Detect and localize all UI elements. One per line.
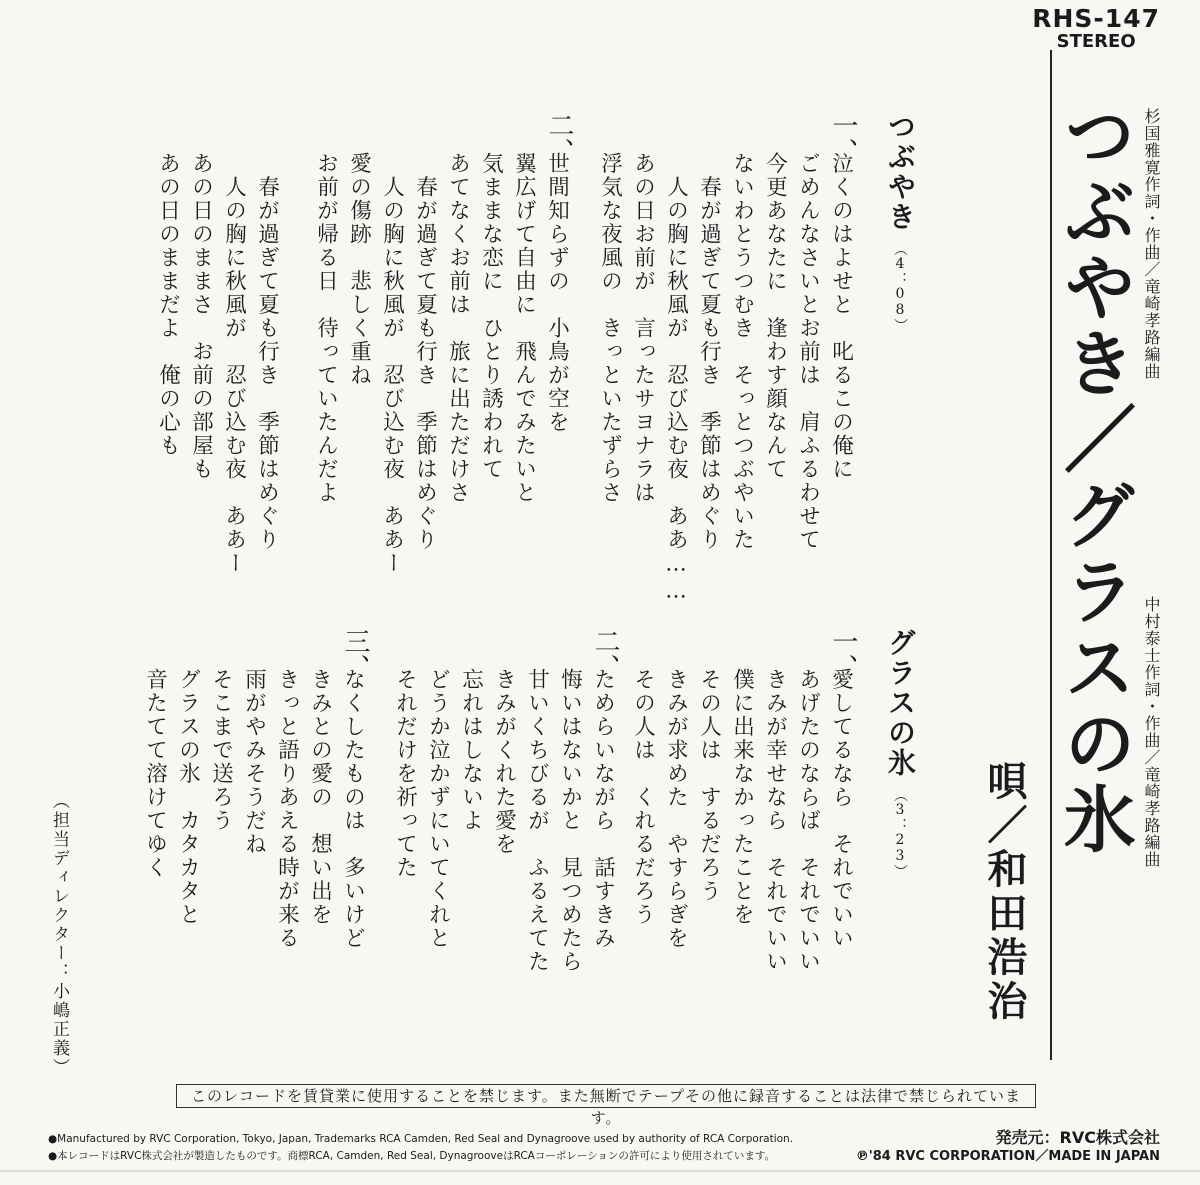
song2-duration: （3：23）: [892, 788, 908, 878]
lyric-line: お前が帰る日 待っていたんだよ: [313, 152, 339, 505]
lyric-line: 愛の傷跡 悲しく重ね: [346, 152, 372, 387]
song2-title: グラスの氷: [884, 628, 917, 778]
singer-credit: 唄／和田浩治: [981, 760, 1028, 1024]
song1-verse2-number: 二、: [544, 112, 574, 164]
song1-title: つぶやき: [884, 112, 917, 232]
lyric-line: なくしたものは 多いけど: [340, 668, 366, 950]
lyric-line: そこまで送ろう: [208, 668, 234, 833]
catalog-block: [1032, 6, 1160, 51]
lyric-line: ためらいながら 話すきみ: [590, 668, 616, 950]
lyric-line: あげたのならば それでいい: [795, 668, 821, 974]
song2-verse3-number: 三、: [340, 628, 370, 680]
lyric-line: ないわとうつむき そっとつぶやいた: [729, 152, 755, 552]
catalog-number: RHS-147: [1032, 4, 1160, 33]
lyric-line: 泣くのはよせと 叱るこの俺に: [828, 152, 854, 481]
lyric-line: 人の胸に秋風が 忍び込む夜 ああ……: [663, 152, 689, 606]
bottom-edge: [0, 1170, 1200, 1172]
lyric-line: 気ままな恋に ひとり誘われて: [478, 152, 504, 481]
lyric-line: 春が過ぎて夏も行き 季節はめぐり: [254, 152, 280, 552]
lyric-line: 浮気な夜風の きっといたずらさ: [597, 152, 623, 505]
song2-verse1-number: 一、: [828, 628, 858, 680]
lyric-line: きっと語りあえる時が来る: [274, 668, 300, 950]
copyright-line: ℗'84 RVC CORPORATION／MADE IN JAPAN: [855, 1149, 1160, 1164]
lyric-line: その人は くれるだろう: [630, 668, 656, 927]
lyric-line: あの日のままだよ 俺の心も: [155, 152, 181, 458]
lyric-line: その人は するだろう: [696, 668, 722, 903]
song2-verse2-number: 二、: [590, 628, 620, 680]
stereo-label: STEREO: [1056, 31, 1136, 52]
song1-credit: 杉国雅寛作詞・作曲／竜崎孝路編曲: [1142, 108, 1161, 380]
lyric-line: 音たてて溶けてゆく: [142, 668, 168, 880]
lyric-line: 人の胸に秋風が 忍び込む夜 ああー: [221, 152, 247, 575]
lyric-line: グラスの氷 カタカタと: [175, 668, 201, 927]
song2-heading: [884, 628, 917, 878]
song1-duration: （4：08）: [892, 242, 908, 332]
song1-heading: [884, 112, 917, 332]
lyric-line: どうか泣かずにいてくれと: [425, 668, 451, 950]
manufacturer-note-ja: ●本レコードはRVC株式会社が製造したものです。商標RCA, Camden, Red Seal, DynagrooveはRCAコーポレーションの許可により使用されています。: [48, 1150, 776, 1162]
lyric-line: ごめんなさいとお前は 肩ふるわせて: [795, 152, 821, 552]
lyric-line: 春が過ぎて夏も行き 季節はめぐり: [412, 152, 438, 552]
lyric-line: 春が過ぎて夏も行き 季節はめぐり: [696, 152, 722, 552]
lyric-line: 世間知らずの 小鳥が空を: [544, 152, 570, 434]
director-credit: （担当ディレクター：小嶋正義）: [49, 792, 69, 1077]
lyric-line: 人の胸に秋風が 忍び込む夜 ああー: [379, 152, 405, 575]
lyric-line: あの日のままさ お前の部屋も: [188, 152, 214, 481]
lyric-line: きみとの愛の 想い出を: [307, 668, 333, 927]
distributor: 発売元：RVC株式会社: [995, 1128, 1160, 1147]
lyric-line: あの日お前が 言ったサヨナラは: [630, 152, 656, 505]
lyric-line: きみが求めた やすらぎを: [663, 668, 689, 950]
lyric-line: 僕に出来なかったことを: [729, 668, 755, 927]
lyric-line: 悔いはないかと 見つめたら: [557, 668, 583, 974]
lyric-line: きみがくれた愛を: [491, 668, 517, 856]
record-title: つぶやき／グラスの氷: [1052, 98, 1137, 858]
rental-notice: このレコードを賃貸業に使用することを禁じます。また無断でテープその他に録音することは法律で禁じられています。: [176, 1084, 1036, 1108]
lyric-line: 甘いくちびるが ふるえてた: [524, 668, 550, 974]
song1-verse1-number: 一、: [828, 112, 858, 164]
lyric-line: それだけを祈ってた: [392, 668, 418, 880]
lyric-line: 雨がやみそうだね: [241, 668, 267, 856]
manufacturer-note-en: ●Manufactured by RVC Corporation, Tokyo, Japan, Trademarks RCA Camden, Red Seal and Dynagroove used by authority of RCA Corporation.: [48, 1133, 794, 1145]
lyric-line: あてなくお前は 旅に出ただけさ: [445, 152, 471, 505]
song2-credit: 中村泰士作詞・作曲／竜崎孝路編曲: [1142, 596, 1161, 868]
lyric-line: 翼広げて自由に 飛んでみたいと: [511, 152, 537, 505]
lyric-line: 愛してるなら それでいい: [828, 668, 854, 950]
lyric-line: 忘れはしないよ: [458, 668, 484, 833]
lyric-line: 今更あなたに 逢わす顔なんて: [762, 152, 788, 481]
lyric-line: きみが幸せなら それでいい: [762, 668, 788, 974]
